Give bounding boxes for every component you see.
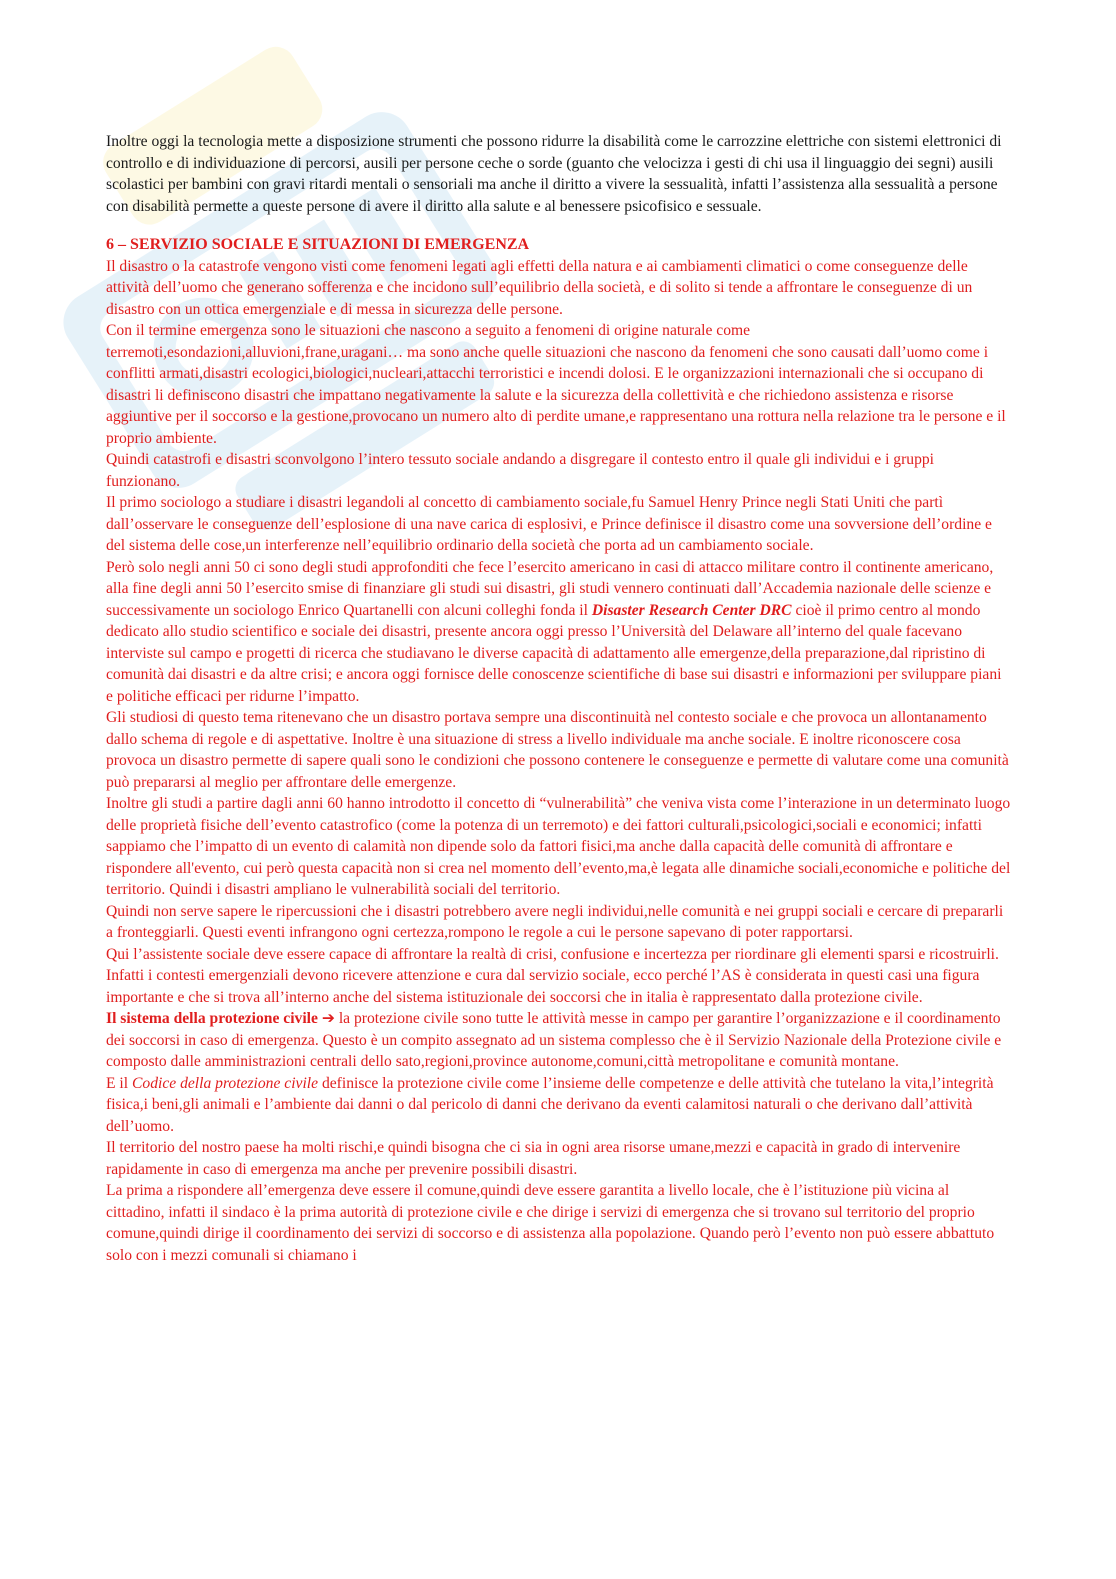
paragraph-11 [106,1073,1011,1138]
paragraph-10-text: la protezione civile sono tutte le attività messe in campo per garantire l’organizzazione e il coordinamento dei soccorsi in caso di emergenza. Questo è un compito assegnato ad un sistema complesso che è il Servizio Nazionale della Protezione civile e composto dalle amministrazioni centrali dello sato,regioni,province autonome,comuni,città metropolitane e comunità montane. [106,1010,1002,1070]
paragraph-11-start: E il [106,1074,132,1092]
section-heading: 6 – SERVIZIO SOCIALE E SITUAZIONI DI EMERGENZA [106,236,530,253]
protezione-civile-title: Il sistema della protezione civile [106,1010,318,1027]
drc-name: Disaster Research Center DRC [591,601,792,619]
paragraph-12: Il territorio del nostro paese ha molti rischi,e quindi bisogna che ci sia in ogni area risorse umane,mezzi e capacità in grado di intervenire rapidamente in caso di emergenza ma anche per prevenire possibili disastri. [106,1139,961,1178]
paragraph-3: Quindi catastrofi e disastri sconvolgono l’intero tessuto sociale andando a disgregare il contesto entro il quale gli individui e i gruppi funzionano. [106,451,935,490]
arrow-right-icon: ➔ [321,1009,335,1027]
paragraph-9: Qui l’assistente sociale deve essere capace di affrontare la realtà di crisi, confusione e incertezza per riordinare gli elementi sparsi e ricostruirli. Infatti i contesti emergenziali devono ricevere attenzione e cura dal servizio sociale, ecco perché l’AS è considerata in questi casi una figura importante e che si trova all’interno anche del sistema istituzionale dei soccorsi che in italia è rappresentato dalla protezione civile. [106,945,999,1006]
codice-title: Codice della protezione civile [132,1074,319,1092]
paragraph-2: Con il termine emergenza sono le situazioni che nascono a seguito a fenomeni di origine naturale come terremoti,esondazioni,alluvioni,frane,uragani… ma sono anche quelle situazioni che nascono da fenomeni che sono causati dall’uomo come i conflitti armati,disastri ecologici,biologici,nucleari,attacchi terroristici e incendi dolosi. E le organizzazioni internazionali che si occupano di disastri li definiscono disastri che impattano negativamente la salute e la sicurezza della collettività e che richiedono assistenza e risorse aggiuntive per il soccorso e la gestione,provocano un numero alto di perdite umane,e rappresentano una rottura nella relazione tra le persone e il proprio ambiente. [106,322,1006,447]
paragraph-4: Il primo sociologo a studiare i disastri legandoli al concetto di cambiamento sociale,fu Samuel Henry Prince negli Stati Uniti che partì dall’osservare le conseguenze dell’esplosione di una nave carica di esplosivi, e Prince definisce il disastro come una sovversione dell’ordine e del sistema delle cose,un interferenze nell’equilibrio ordinario della società che porta ad un cambiamento sociale. [106,494,992,554]
paragraph-5-start: Però solo negli anni 50 ci sono degli studi approfonditi che fece l’esercito americano in casi di attacco militare contro il continente americano, alla fine degli anni 50 l’esercito smise di finanziare gli studi sui disastri, gli studi vennero continuati dall’Accademia nazionale delle scienze e successivamente un sociologo Enrico Quartanelli con alcuni colleghi fonda il [106,558,994,619]
paragraph-5 [106,557,1011,708]
intro-paragraph: Inoltre oggi la tecnologia mette a disposizione strumenti che possono ridurre la disabilità come le carrozzine elettriche con sistemi elettronici di controllo e di individuazione di percorsi, ausili per persone ceche o sorde (guanto che velocizza i gesti di chi usa il linguaggio dei segni) ausili scolastici per bambini con gravi ritardi mentali o sensoriali ma anche il diritto a vivere la sessualità, infatti l’assistenza alla sessualità a persone con disabilità permette a queste persone di avere il diritto alla salute e al benessere psicofisico e sessuale. [106,133,1002,215]
paragraph-13: La prima a rispondere all’emergenza deve essere il comune,quindi deve essere garantita a livello locale, che è l’istituzione più vicina al cittadino, infatti il sindaco è la prima autorità di protezione civile e che dirige i servizi di emergenza che si trovano sul territorio del proprio comune,quindi dirige il coordinamento dei servizi di soccorso e di assistenza alla popolazione. Quando però l’evento non può essere abbattuto solo con i mezzi comunali si chiamano i [106,1182,995,1264]
paragraph-1: Il disastro o la catastrofe vengono visti come fenomeni legati agli effetti della natura e ai cambiamenti climatici o come conseguenze delle attività dell’uomo che generano sofferenza e che incidono sull’equilibrio della società, e di solito si tende a affrontare le conseguenze di un disastro con un ottica emergenziale e di messa in sicurezza delle persone. [106,257,973,318]
paragraph-11-end: definisce la protezione civile come l’insieme delle competenze e delle attività che tutelano la vita,l’integrità fisica,i beni,gli animali e l’ambiente dai danni o dal pericolo di danni che derivano da eventi calamitosi naturali o che derivano dall’attività dell’uomo. [106,1074,994,1135]
paragraph-7: Inoltre gli studi a partire dagli anni 60 hanno introdotto il concetto di “vulnerabilità” che veniva vista come l’interazione in un determinato luogo delle proprietà fisiche dell’evento catastrofico (come la potenza di un terremoto) e dei fattori culturali,psicologici,sociali e economici; infatti sappiamo che l’impatto di un evento di calamità non dipende solo da fattori fisici,ma anche dalla capacità delle comunità di affrontare e rispondere all'evento, cui però questa capacità non si crea nel momento dell’evento,ma,è legata alle dinamiche sociali,economiche e politiche del territorio. Quindi i disastri ampliano le vulnerabilità sociali del territorio. [106,795,1011,898]
paragraph-10 [106,1008,1011,1073]
document-page [106,131,1011,1266]
paragraph-8: Quindi non serve sapere le ripercussioni che i disastri potrebbero avere negli individui,nelle comunità e nei gruppi sociali e cercare di prepararli a fronteggiarli. Questi eventi infrangono ogni certezza,rompono le regole a cui le persone sapevano di poter rapportarsi. [106,902,1004,941]
paragraph-6: Gli studiosi di questo tema ritenevano che un disastro portava sempre una discontinuità nel contesto sociale e che provoca un allontanamento dallo schema di regole e di aspettative. Inoltre è una situazione di stress a livello individuale ma anche sociale. E inoltre riconoscere cosa provoca un disastro permette di sapere quali sono le condizioni che possono contenere le conseguenze e permette di valutare come una comunità può prepararsi al meglio per affrontare delle emergenze. [106,709,1009,791]
paragraph-5-end: cioè il primo centro al mondo dedicato allo studio scientifico e sociale dei disastri, presente ancora oggi presso l’Università del Delaware all’interno del quale facevano interviste sul campo e progetti di ricerca che studiavano le diverse capacità di adattamento alle emergenze,della preparazione,dal ripristino di comunità dai disastri e da altre crisi; e ancora oggi fornisce delle conoscenze scientifiche di base sui disastri e informazioni per sviluppare piani e politiche efficaci per ridurne l’impatto. [106,601,1002,705]
